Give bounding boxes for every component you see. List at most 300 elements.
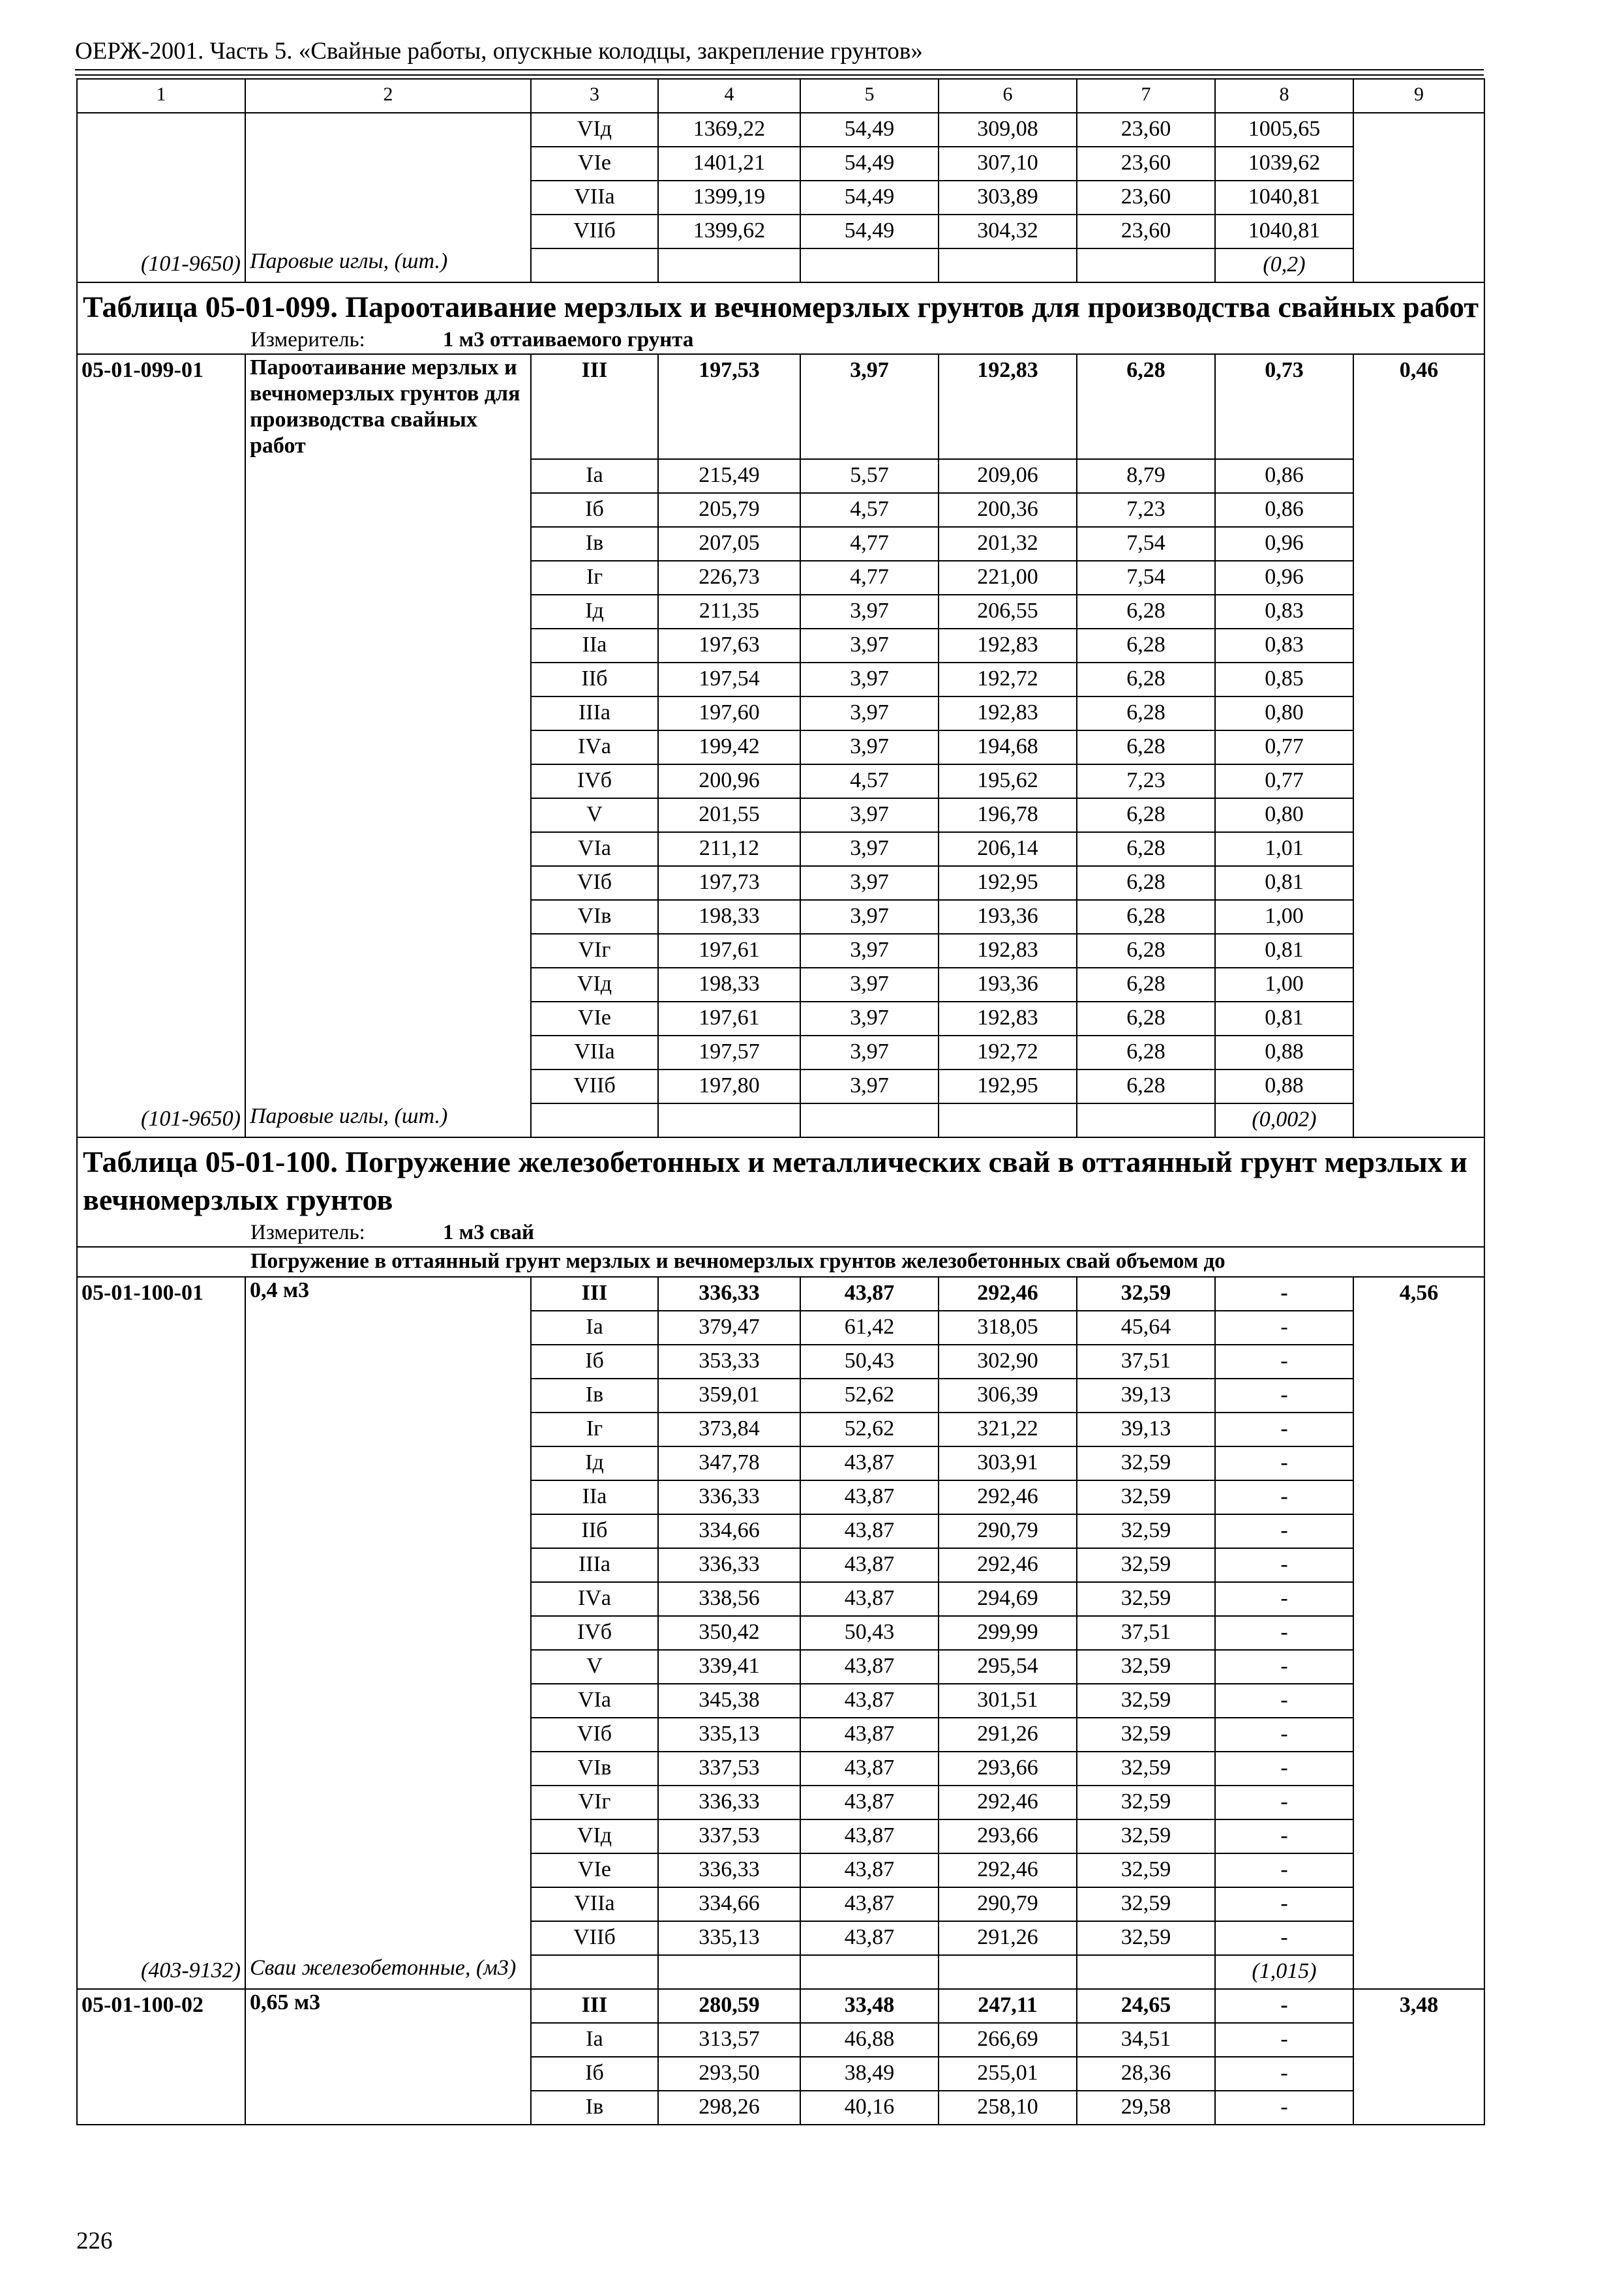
materials-cell: 0,83 (1215, 595, 1353, 629)
rate-name-cell (245, 1582, 531, 1616)
rate-row (77, 493, 1484, 527)
resource-group-cell: IIIа (531, 1548, 658, 1582)
machines-cell: 302,90 (939, 1345, 1077, 1379)
rate-code-cell (77, 181, 245, 215)
labor-cost-cell (1353, 832, 1484, 866)
machines-cell: 192,95 (939, 1070, 1077, 1103)
rate-code-cell: 05-01-099-01 (77, 354, 245, 459)
rate-code-cell (77, 1036, 245, 1070)
drivers-wages-cell: 6,28 (1077, 1070, 1215, 1103)
total-cost-cell: 197,54 (658, 663, 800, 696)
wages-cell: 4,77 (800, 561, 939, 595)
materials-cell: 0,81 (1215, 1002, 1353, 1036)
rate-row (77, 1752, 1484, 1786)
labor-cost-cell (1353, 2023, 1484, 2057)
resource-group-cell: Iб (531, 1345, 658, 1379)
rate-row (77, 1786, 1484, 1819)
rate-code-cell (77, 798, 245, 832)
rate-code-cell (77, 696, 245, 730)
drivers-wages-cell: 6,28 (1077, 798, 1215, 832)
drivers-wages-cell: 32,59 (1077, 1752, 1215, 1786)
wages-cell: 3,97 (800, 798, 939, 832)
rate-code-cell (77, 2057, 245, 2091)
rate-code-cell (77, 561, 245, 595)
materials-cell: - (1215, 1650, 1353, 1684)
rate-row (77, 1277, 1484, 1311)
rate-code-cell (77, 866, 245, 900)
total-cost-cell: 201,55 (658, 798, 800, 832)
materials-cell: - (1215, 1819, 1353, 1853)
rate-name-cell (245, 934, 531, 968)
total-cost-cell: 336,33 (658, 1786, 800, 1819)
labor-cost-cell (1353, 595, 1484, 629)
resource-group-cell: III (531, 354, 658, 459)
rate-code-cell (77, 1514, 245, 1548)
materials-cell: 0,86 (1215, 493, 1353, 527)
rate-code-cell (77, 1002, 245, 1036)
total-cost-cell: 207,05 (658, 527, 800, 561)
machines-cell: 192,83 (939, 934, 1077, 968)
drivers-wages-cell: 45,64 (1077, 1311, 1215, 1345)
empty-cell (1353, 1103, 1484, 1137)
group-subheader: Погружение в оттаянный грунт мерзлых и вечномерзлых грунтов железобетонных свай объемом до (77, 1247, 1484, 1277)
rate-name-cell (245, 1650, 531, 1684)
materials-cell: - (1215, 1921, 1353, 1955)
resource-group-cell: IVа (531, 1582, 658, 1616)
rate-name-cell (245, 1311, 531, 1345)
wages-cell: 3,97 (800, 629, 939, 663)
labor-cost-cell: 3,48 (1353, 1989, 1484, 2023)
rate-row (77, 215, 1484, 248)
total-cost-cell: 197,73 (658, 866, 800, 900)
wages-cell: 4,77 (800, 527, 939, 561)
materials-cell: 0,86 (1215, 459, 1353, 493)
rate-name-cell (245, 730, 531, 764)
rate-code-cell (77, 527, 245, 561)
rate-code-cell (77, 215, 245, 248)
column-number: 5 (800, 79, 939, 113)
rate-row (77, 1036, 1484, 1070)
labor-cost-cell: 4,56 (1353, 1277, 1484, 1311)
materials-cell: - (1215, 1514, 1353, 1548)
drivers-wages-cell: 6,28 (1077, 934, 1215, 968)
resource-group-cell: VIIа (531, 1036, 658, 1070)
rate-name-text: 0,65 м3 (250, 1990, 321, 2014)
machines-cell: 293,66 (939, 1752, 1077, 1786)
resource-group-cell: IVа (531, 730, 658, 764)
materials-cell: - (1215, 1786, 1353, 1819)
drivers-wages-cell: 39,13 (1077, 1379, 1215, 1413)
column-number: 1 (77, 79, 245, 113)
materials-cell: 0,88 (1215, 1036, 1353, 1070)
rate-code-cell (77, 459, 245, 493)
total-cost-cell: 336,33 (658, 1277, 800, 1311)
table-title: Таблица 05-01-100. Погружение железобетонных и металлических свай в оттаянный грунт мерзлых и вечномерзлых грунтов (77, 1137, 1484, 1220)
empty-cell (1077, 1955, 1215, 1989)
wages-cell: 43,87 (800, 1548, 939, 1582)
rate-row (77, 832, 1484, 866)
rate-name-cell (245, 493, 531, 527)
total-cost-cell: 198,33 (658, 968, 800, 1002)
machines-cell: 292,46 (939, 1853, 1077, 1887)
resource-group-cell: VIб (531, 866, 658, 900)
resource-group-cell: VIе (531, 1002, 658, 1036)
total-cost-cell: 215,49 (658, 459, 800, 493)
empty-cell (939, 1103, 1077, 1137)
rate-code-cell (77, 1311, 245, 1345)
resource-group-cell: Iв (531, 1379, 658, 1413)
labor-cost-cell (1353, 2057, 1484, 2091)
rate-name-cell (245, 1921, 531, 1955)
drivers-wages-cell: 6,28 (1077, 354, 1215, 459)
resource-group-cell: VIIб (531, 1070, 658, 1103)
materials-cell: 0,88 (1215, 1070, 1353, 1103)
total-cost-cell: 334,66 (658, 1514, 800, 1548)
wages-cell: 3,97 (800, 354, 939, 459)
labor-cost-cell (1353, 493, 1484, 527)
materials-cell: - (1215, 1413, 1353, 1446)
rate-name-cell (245, 696, 531, 730)
materials-cell: - (1215, 1446, 1353, 1480)
rate-name-cell (245, 1752, 531, 1786)
machines-cell: 192,83 (939, 1002, 1077, 1036)
wages-cell: 46,88 (800, 2023, 939, 2057)
empty-cell (531, 1955, 658, 1989)
labor-cost-cell (1353, 1616, 1484, 1650)
resource-group-cell: VIIб (531, 1921, 658, 1955)
total-cost-cell: 199,42 (658, 730, 800, 764)
machines-cell: 192,83 (939, 629, 1077, 663)
drivers-wages-cell: 6,28 (1077, 595, 1215, 629)
rate-row (77, 730, 1484, 764)
wages-cell: 3,97 (800, 866, 939, 900)
rate-row (77, 696, 1484, 730)
rate-name-cell (245, 629, 531, 663)
table-title-row (77, 282, 1484, 327)
labor-cost-cell (1353, 1070, 1484, 1103)
drivers-wages-cell: 23,60 (1077, 113, 1215, 147)
materials-cell: 0,81 (1215, 866, 1353, 900)
labor-cost-cell (1353, 1446, 1484, 1480)
empty-cell (939, 248, 1077, 282)
drivers-wages-cell: 6,28 (1077, 900, 1215, 934)
resource-group-cell: Iб (531, 2057, 658, 2091)
resource-group-cell: Iд (531, 1446, 658, 1480)
drivers-wages-cell: 34,51 (1077, 2023, 1215, 2057)
wages-cell: 54,49 (800, 181, 939, 215)
machines-cell: 321,22 (939, 1413, 1077, 1446)
total-cost-cell: 335,13 (658, 1718, 800, 1752)
rate-row (77, 663, 1484, 696)
materials-cell: 0,81 (1215, 934, 1353, 968)
rate-row (77, 147, 1484, 181)
materials-cell: 1,00 (1215, 968, 1353, 1002)
materials-cell: - (1215, 1853, 1353, 1887)
rates-table (76, 78, 1485, 2125)
resource-group-cell: Iб (531, 493, 658, 527)
measurement-value: 1 м3 свай (443, 1221, 534, 1244)
wages-cell: 54,49 (800, 215, 939, 248)
wages-cell: 43,87 (800, 1582, 939, 1616)
machines-cell: 304,32 (939, 215, 1077, 248)
machines-cell: 295,54 (939, 1650, 1077, 1684)
machines-cell: 206,14 (939, 832, 1077, 866)
labor-cost-cell (1353, 934, 1484, 968)
wages-cell: 43,87 (800, 1752, 939, 1786)
machines-cell: 201,32 (939, 527, 1077, 561)
rate-code-cell (77, 493, 245, 527)
resource-group-cell: VIд (531, 113, 658, 147)
materials-cell: - (1215, 1379, 1353, 1413)
total-cost-cell: 337,53 (658, 1819, 800, 1853)
rate-name-cell (245, 1379, 531, 1413)
total-cost-cell: 1399,62 (658, 215, 800, 248)
rate-row (77, 1819, 1484, 1853)
machines-cell: 309,08 (939, 113, 1077, 147)
resource-row (77, 1103, 1484, 1137)
column-number: 2 (245, 79, 531, 113)
rate-code-cell (77, 113, 245, 147)
labor-cost-cell (1353, 764, 1484, 798)
materials-cell: 1040,81 (1215, 181, 1353, 215)
rate-code-cell (77, 629, 245, 663)
rate-code-cell (77, 147, 245, 181)
total-cost-cell: 336,33 (658, 1548, 800, 1582)
machines-cell: 258,10 (939, 2091, 1077, 2125)
total-cost-cell: 197,80 (658, 1070, 800, 1103)
labor-cost-cell (1353, 1514, 1484, 1548)
drivers-wages-cell: 7,23 (1077, 493, 1215, 527)
resource-group-cell: Iа (531, 2023, 658, 2057)
rate-name-cell (245, 866, 531, 900)
drivers-wages-cell: 32,59 (1077, 1650, 1215, 1684)
wages-cell: 5,57 (800, 459, 939, 493)
rate-code-cell (77, 1684, 245, 1718)
rate-name-cell (245, 1514, 531, 1548)
drivers-wages-cell: 6,28 (1077, 663, 1215, 696)
resource-group-cell: V (531, 1650, 658, 1684)
resource-group-cell: IIа (531, 629, 658, 663)
rate-name-cell (245, 1819, 531, 1853)
rate-row (77, 354, 1484, 459)
machines-cell: 209,06 (939, 459, 1077, 493)
machines-cell: 291,26 (939, 1921, 1077, 1955)
rate-name-text: 0,4 м3 (250, 1278, 310, 1302)
resource-row (77, 248, 1484, 282)
labor-cost-cell (1353, 1413, 1484, 1446)
rate-code-cell (77, 900, 245, 934)
labor-cost-cell (1353, 1379, 1484, 1413)
rate-name-cell (245, 1446, 531, 1480)
rate-name-cell (245, 1786, 531, 1819)
materials-cell: - (1215, 1277, 1353, 1311)
rate-row (77, 934, 1484, 968)
rate-name-cell (245, 113, 531, 147)
machines-cell: 318,05 (939, 1311, 1077, 1345)
resource-code-cell: (403-9132) (77, 1955, 245, 1989)
rate-code-cell (77, 1921, 245, 1955)
measurement-value: 1 м3 оттаиваемого грунта (443, 328, 694, 352)
rate-code-cell: 05-01-100-02 (77, 1989, 245, 2023)
labor-cost-cell (1353, 1684, 1484, 1718)
wages-cell: 43,87 (800, 1786, 939, 1819)
labor-cost-cell (1353, 1853, 1484, 1887)
rate-row (77, 459, 1484, 493)
table-title: Таблица 05-01-099. Пароотаивание мерзлых и вечномерзлых грунтов для производства свайных работ (77, 282, 1484, 327)
rate-name-cell (245, 1718, 531, 1752)
resource-group-cell: VIг (531, 1786, 658, 1819)
rate-row (77, 1853, 1484, 1887)
machines-cell: 307,10 (939, 147, 1077, 181)
drivers-wages-cell: 37,51 (1077, 1616, 1215, 1650)
rate-code-cell (77, 1718, 245, 1752)
rate-code-cell (77, 1752, 245, 1786)
rate-code-cell (77, 764, 245, 798)
rate-row (77, 1616, 1484, 1650)
materials-cell: 0,80 (1215, 798, 1353, 832)
wages-cell: 43,87 (800, 1684, 939, 1718)
resource-group-cell: VIе (531, 147, 658, 181)
total-cost-cell: 359,01 (658, 1379, 800, 1413)
rate-code-cell (77, 595, 245, 629)
resource-row (77, 1955, 1484, 1989)
wages-cell: 61,42 (800, 1311, 939, 1345)
drivers-wages-cell: 7,54 (1077, 561, 1215, 595)
machines-cell: 192,72 (939, 663, 1077, 696)
rate-code-cell (77, 1480, 245, 1514)
wages-cell: 43,87 (800, 1887, 939, 1921)
rate-row (77, 1480, 1484, 1514)
labor-cost-cell (1353, 696, 1484, 730)
rate-code-cell (77, 1616, 245, 1650)
labor-cost-cell (1353, 1345, 1484, 1379)
labor-cost-cell (1353, 215, 1484, 248)
wages-cell: 43,87 (800, 1650, 939, 1684)
labor-cost-cell (1353, 561, 1484, 595)
total-cost-cell: 293,50 (658, 2057, 800, 2091)
total-cost-cell: 336,33 (658, 1480, 800, 1514)
machines-cell: 294,69 (939, 1582, 1077, 1616)
measurement-cell (77, 327, 1484, 354)
empty-cell (1077, 248, 1215, 282)
wages-cell: 52,62 (800, 1379, 939, 1413)
rate-row (77, 798, 1484, 832)
wages-cell: 3,97 (800, 934, 939, 968)
rate-name-cell (245, 1002, 531, 1036)
total-cost-cell: 197,61 (658, 1002, 800, 1036)
rate-name-cell (245, 459, 531, 493)
total-cost-cell: 211,35 (658, 595, 800, 629)
empty-cell (800, 1103, 939, 1137)
materials-cell: - (1215, 1616, 1353, 1650)
drivers-wages-cell: 32,59 (1077, 1582, 1215, 1616)
column-number: 6 (939, 79, 1077, 113)
running-header: ОЕРЖ-2001. Часть 5. «Свайные работы, опускные колодцы, закрепление грунтов» (75, 38, 923, 65)
empty-cell (531, 1103, 658, 1137)
machines-cell: 303,89 (939, 181, 1077, 215)
drivers-wages-cell: 32,59 (1077, 1548, 1215, 1582)
rate-row (77, 527, 1484, 561)
rate-row (77, 2057, 1484, 2091)
resource-group-cell: VIа (531, 1684, 658, 1718)
drivers-wages-cell: 32,59 (1077, 1786, 1215, 1819)
resource-group-cell: Iг (531, 561, 658, 595)
machines-cell: 221,00 (939, 561, 1077, 595)
rate-name-cell (245, 764, 531, 798)
drivers-wages-cell: 29,58 (1077, 2091, 1215, 2125)
drivers-wages-cell: 39,13 (1077, 1413, 1215, 1446)
materials-cell: 1,01 (1215, 832, 1353, 866)
labor-cost-cell (1353, 1036, 1484, 1070)
labor-cost-cell (1353, 459, 1484, 493)
resource-group-cell: Iд (531, 595, 658, 629)
measurement-row (77, 1220, 1484, 1247)
machines-cell: 301,51 (939, 1684, 1077, 1718)
column-number: 9 (1353, 79, 1484, 113)
wages-cell: 3,97 (800, 968, 939, 1002)
wages-cell: 3,97 (800, 595, 939, 629)
rate-row (77, 1650, 1484, 1684)
wages-cell: 4,57 (800, 764, 939, 798)
resource-name-cell: Паровые иглы, (шт.) (245, 248, 531, 282)
resource-group-cell: VIIб (531, 215, 658, 248)
machines-cell: 200,36 (939, 493, 1077, 527)
machines-cell: 195,62 (939, 764, 1077, 798)
rate-name-cell (245, 1345, 531, 1379)
labor-cost-cell: 0,46 (1353, 354, 1484, 459)
total-cost-cell: 197,61 (658, 934, 800, 968)
drivers-wages-cell: 23,60 (1077, 181, 1215, 215)
labor-cost-cell (1353, 1819, 1484, 1853)
rate-row (77, 1718, 1484, 1752)
empty-cell (658, 248, 800, 282)
rate-name-cell (245, 1684, 531, 1718)
resource-group-cell: III (531, 1277, 658, 1311)
machines-cell: 247,11 (939, 1989, 1077, 2023)
machines-cell: 192,83 (939, 696, 1077, 730)
column-number: 4 (658, 79, 800, 113)
total-cost-cell: 338,56 (658, 1582, 800, 1616)
column-number: 3 (531, 79, 658, 113)
rate-code-cell (77, 1786, 245, 1819)
materials-cell: 1,00 (1215, 900, 1353, 934)
drivers-wages-cell: 6,28 (1077, 696, 1215, 730)
rate-name-cell (245, 561, 531, 595)
machines-cell: 299,99 (939, 1616, 1077, 1650)
wages-cell: 3,97 (800, 663, 939, 696)
rate-row (77, 1002, 1484, 1036)
rate-row (77, 2091, 1484, 2125)
drivers-wages-cell: 32,59 (1077, 1887, 1215, 1921)
resource-group-cell: VIв (531, 900, 658, 934)
rate-name-cell (245, 2057, 531, 2091)
wages-cell: 3,97 (800, 900, 939, 934)
drivers-wages-cell: 6,28 (1077, 1036, 1215, 1070)
labor-cost-cell (1353, 730, 1484, 764)
machines-cell: 292,46 (939, 1548, 1077, 1582)
materials-cell: 1005,65 (1215, 113, 1353, 147)
rate-name-cell (245, 2091, 531, 2125)
rate-code-cell (77, 934, 245, 968)
resource-group-cell: IIб (531, 663, 658, 696)
wages-cell: 43,87 (800, 1480, 939, 1514)
wages-cell: 4,57 (800, 493, 939, 527)
machines-cell: 193,36 (939, 900, 1077, 934)
rate-row (77, 629, 1484, 663)
drivers-wages-cell: 7,23 (1077, 764, 1215, 798)
labor-cost-cell (1353, 1786, 1484, 1819)
labor-cost-cell (1353, 1311, 1484, 1345)
